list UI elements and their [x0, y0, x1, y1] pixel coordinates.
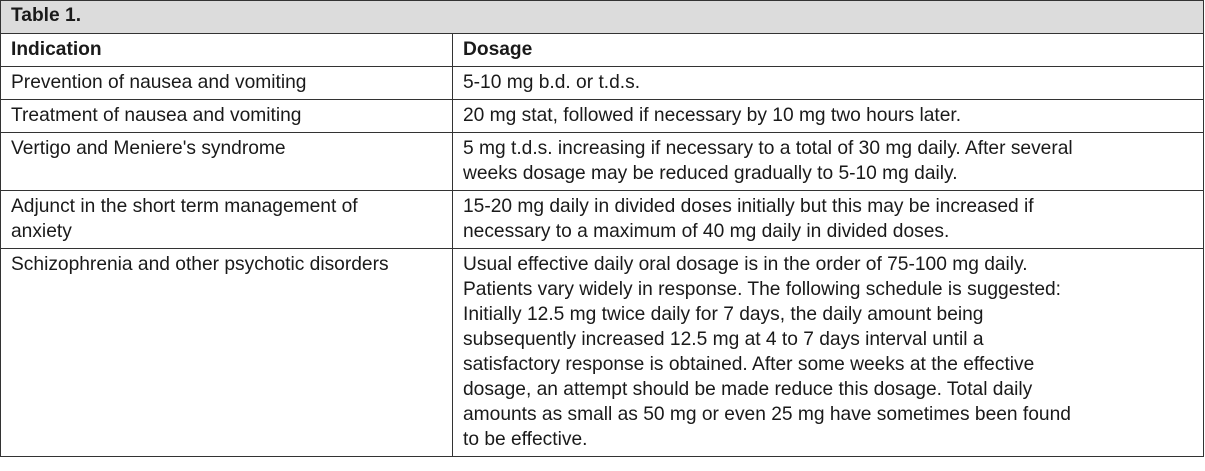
table-row — [1, 133, 1204, 191]
indication-cell — [1, 100, 453, 133]
dosage-text: 15-20 mg daily in divided doses initially but this may be increased if necessary to a maximum of 40 mg daily in divided doses. — [463, 196, 1034, 242]
indication-text: Adjunct in the short term management of anxiety — [11, 196, 358, 242]
dosage-text: Usual effective daily oral dosage is in the order of 75-100 mg daily. Patients vary widely in response. The following schedule is suggested: Initially 12.5 mg twice daily for 7 days, the daily amount being subsequently increased 12.5 mg at 4 to 7 days interval until a satisfactory response is obtained. After some weeks at the effective dosage, an attempt should be made reduce this dosage. Total daily amounts as small as 50 mg or even 25 mg have sometimes been found to be effective. — [463, 254, 1071, 450]
dosage-cell — [453, 133, 1204, 191]
table-row — [1, 249, 1204, 457]
indication-text: Treatment of nausea and vomiting — [11, 105, 302, 126]
indication-text: Prevention of nausea and vomiting — [11, 72, 307, 93]
header-indication: Indication — [1, 34, 453, 67]
table-row — [1, 191, 1204, 249]
table-header-row — [1, 34, 1204, 67]
header-dosage: Dosage — [453, 34, 1204, 67]
indication-cell — [1, 191, 453, 249]
dosage-cell — [453, 249, 1204, 457]
table-row — [1, 100, 1204, 133]
dosage-cell — [453, 100, 1204, 133]
dosage-text: 5-10 mg b.d. or t.d.s. — [463, 72, 641, 93]
dosage-cell — [453, 67, 1204, 100]
indication-text: Vertigo and Meniere's syndrome — [11, 138, 286, 159]
indication-text: Schizophrenia and other psychotic disorders — [11, 254, 389, 275]
dosage-cell — [453, 191, 1204, 249]
dosage-text: 20 mg stat, followed if necessary by 10 mg two hours later. — [463, 105, 962, 126]
table-row — [1, 67, 1204, 100]
indication-cell — [1, 249, 453, 457]
indication-cell — [1, 67, 453, 100]
indication-cell — [1, 133, 453, 191]
dosage-text: 5 mg t.d.s. increasing if necessary to a total of 30 mg daily. After several weeks dosage may be reduced gradually to 5-10 mg daily. — [463, 138, 1073, 184]
table-caption-row — [1, 1, 1204, 34]
table-caption: Table 1. — [1, 1, 1204, 34]
